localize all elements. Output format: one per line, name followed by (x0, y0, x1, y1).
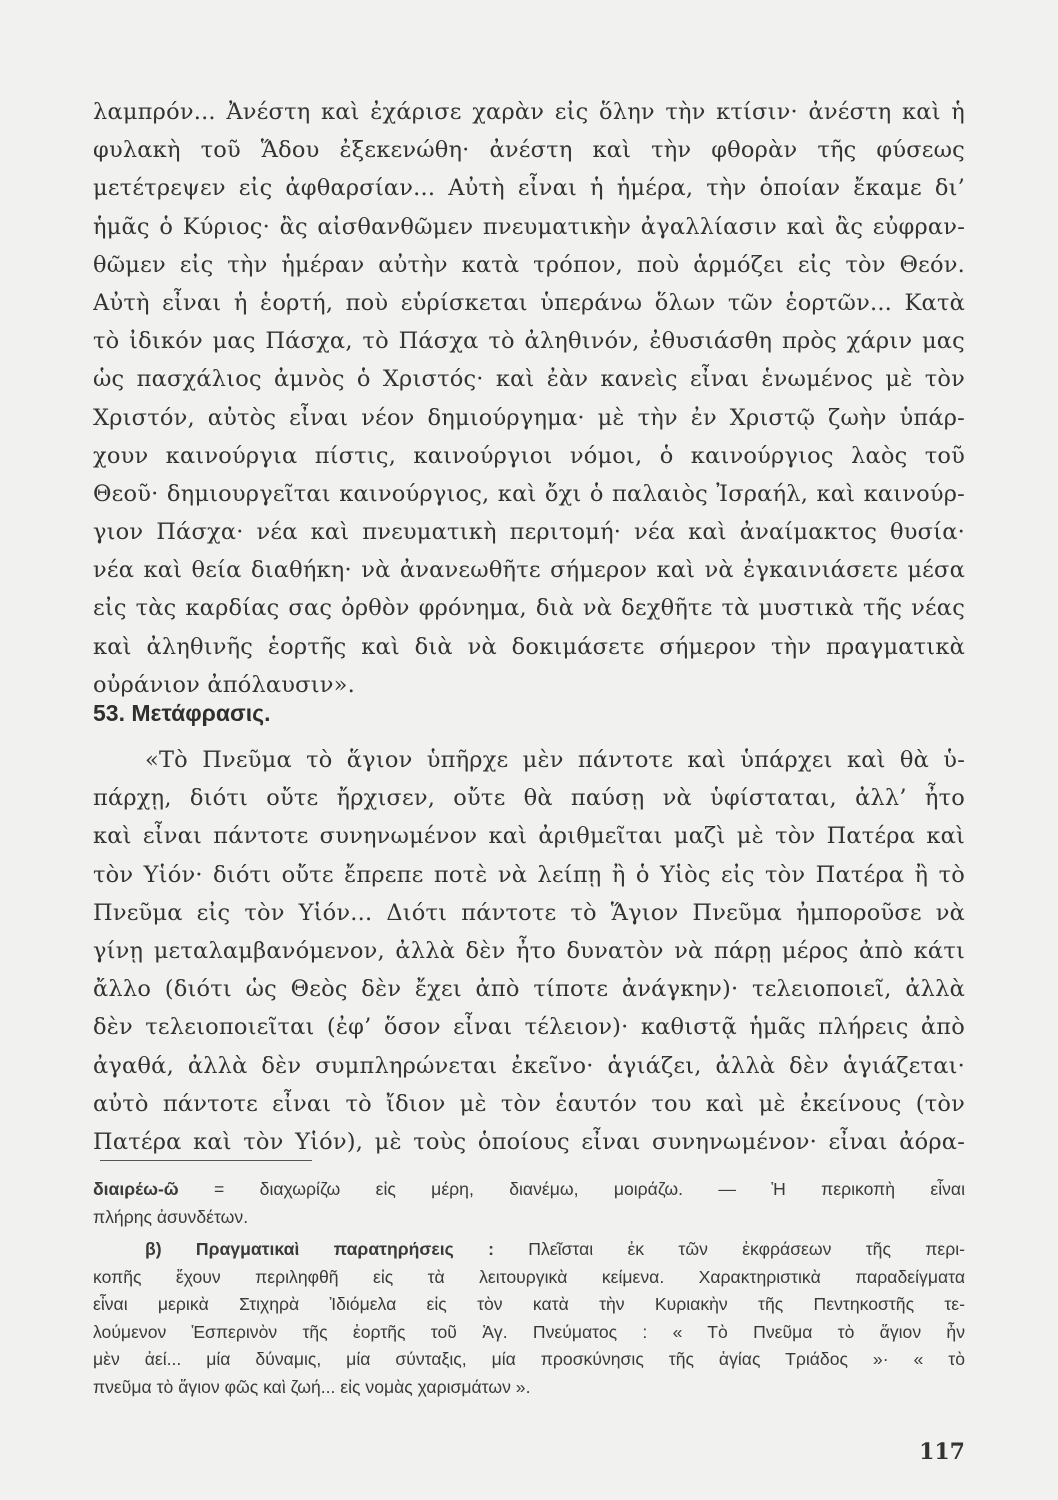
translation-text-block (93, 741, 965, 1161)
footnote-line: κοπῆς ἔχουν περιληφθῆ εἰς τὰ λειτουργικὰ κείμενα. Χαρακτηριστικὰ παραδείγματα (93, 1266, 965, 1287)
text-line: ἡμᾶς ὁ Κύριος· ἂς αἰσθανθῶμεν πνευματικὴν ἀγαλλίασιν καὶ ἂς εὐφραν- (93, 213, 965, 240)
footnote-line: πλήρης ἀσυνδέτων. (93, 1206, 249, 1227)
page-number: 117 (919, 1439, 965, 1465)
text-line: καὶ ἀληθινῆς ἑορτῆς καὶ διὰ νὰ δοκιμάσετε σήμερον τὴν πραγματικὰ (93, 633, 965, 660)
text-line: τὸ ἰδικόν μας Πάσχα, τὸ Πάσχα τὸ ἀληθινόν, ἐθυσιάσθη πρὸς χάριν μας (93, 328, 965, 355)
text-line: καὶ εἶναι πάντοτε συνηνωμένον καὶ ἀριθμεῖται μαζὶ μὲ τὸν Πατέρα καὶ (93, 823, 965, 850)
text-line: πάρχῃ, διότι οὔτε ἤρχισεν, οὔτε θὰ παύσῃ νὰ ὑφίσταται, ἀλλ’ ἦτο (93, 785, 965, 812)
text-line: οὐράνιον ἀπόλαυσιν». (93, 671, 355, 698)
text-line: τὸν Υἱόν· διότι οὔτε ἔπρεπε ποτὲ νὰ λείπῃ ἢ ὁ Υἱὸς εἰς τὸν Πατέρα ἢ τὸ (93, 861, 965, 888)
footnote-line (93, 1176, 965, 1204)
footnote-line: πνεῦμα τὸ ἅγιον φῶς καὶ ζωή... εἰς νομὰς χαρισμάτων ». (93, 1376, 531, 1397)
text-line: Χριστόν, αὐτὸς εἶναι νέον δημιούργημα· μὲ τὴν ἐν Χριστῷ ζωὴν ὑπάρ- (93, 404, 965, 431)
footnote-text: = διαχωρίζω εἰς μέρη, διανέμω, μοιράζω. — Ἡ περικοπὴ εἶναι (214, 1179, 965, 1199)
text-line: χουν καινούργια πίστις, καινούργιοι νόμοι, ὁ καινούργιος λαὸς τοῦ (93, 442, 965, 469)
text-line: γίνῃ μεταλαμβανόμενον, ἀλλὰ δὲν ἦτο δυνατὸν νὰ πάρῃ μέρος ἀπὸ κάτι (93, 937, 965, 964)
text-line: δὲν τελειοποιεῖται (ἐφ’ ὅσον εἶναι τέλειον)· καθιστᾷ ἡμᾶς πλήρεις ἀπὸ (93, 1014, 965, 1041)
text-line: Θεοῦ· δημιουργεῖται καινούργιος, καὶ ὄχι ὁ παλαιὸς Ἰσραήλ, καὶ καινούρ- (93, 480, 965, 507)
text-line: αὐτὸ πάντοτε εἶναι τὸ ἴδιον μὲ τὸν ἑαυτόν του καὶ μὲ ἐκείνους (τὸν (93, 1090, 965, 1117)
text-line: γιον Πάσχα· νέα καὶ πνευματικὴ περιτομή· νέα καὶ ἀναίμακτος θυσία· (93, 519, 965, 546)
text-line: ἄλλο (διότι ὡς Θεὸς δὲν ἔχει ἀπὸ τίποτε ἀνάγκην)· τελειοποιεῖ, ἀλλὰ (93, 976, 965, 1003)
footnote-line: λούμενον Ἑσπερινὸν τῆς ἑορτῆς τοῦ Ἁγ. Πνεύματος : « Τὸ Πνεῦμα τὸ ἅγιον ἦν (93, 1321, 965, 1342)
text-line: «Τὸ Πνεῦμα τὸ ἅγιον ὑπῆρχε μὲν πάντοτε καὶ ὑπάρχει καὶ θὰ ὑ- (145, 747, 965, 773)
text-line: μετέτρεψεν εἰς ἀφθαρσίαν... Αὐτὴ εἶναι ἡ ἡμέρα, τὴν ὁποίαν ἔκαμε δι’ (93, 175, 965, 202)
footnote-label: β) Πραγματικαὶ παρατηρήσεις : (145, 1239, 494, 1259)
text-line: Αὐτὴ εἶναι ἡ ἑορτή, ποὺ εὑρίσκεται ὑπεράνω ὅλων τῶν ἑορτῶν... Κατὰ (93, 289, 965, 316)
text-line: ἀγαθά, ἀλλὰ δὲν συμπληρώνεται ἐκεῖνο· ἁγιάζει, ἀλλὰ δὲν ἁγιάζεται· (93, 1052, 965, 1079)
main-text-block (93, 93, 965, 704)
text-line: Πνεῦμα εἰς τὸν Υἱόν... Διότι πάντοτε τὸ Ἅγιον Πνεῦμα ἠμποροῦσε νὰ (93, 899, 965, 926)
footnote-line (93, 1236, 965, 1264)
text-line: νέα καὶ θεία διαθήκη· νὰ ἀνανεωθῆτε σήμερον καὶ νὰ ἐγκαινιάσετε μέσα (93, 557, 965, 584)
footnote-term: διαιρέω-ῶ (93, 1179, 179, 1199)
footnote-text: Πλεῖσται ἐκ τῶν ἐκφράσεων τῆς περι- (528, 1239, 965, 1259)
text-line: Πατέρα καὶ τὸν Υἱόν), μὲ τοὺς ὁποίους εἶναι συνηνωμένον· εἶναι ἀόρα- (93, 1128, 965, 1155)
section-heading: 53. Μετάφρασις. (93, 700, 271, 726)
footnote-line: εἶναι μερικὰ Στιχηρὰ Ἰδιόμελα εἰς τὸν κατὰ τὴν Κυριακὴν τῆς Πεντηκοστῆς τε- (93, 1294, 965, 1315)
footnote-a (93, 1176, 965, 1231)
text-line: φυλακὴ τοῦ Ἅδου ἐξεκενώθη· ἀνέστη καὶ τὴν φθορὰν τῆς φύσεως (93, 137, 965, 164)
footnote-line: μὲν ἀεί... μία δύναμις, μία σύνταξις, μία προσκύνησις τῆς ἁγίας Τριάδος »· « τὸ (93, 1349, 965, 1370)
text-line: ὡς πασχάλιος ἀμνὸς ὁ Χριστός· καὶ ἐὰν κανεὶς εἶναι ἑνωμένος μὲ τὸν (93, 366, 965, 393)
footnote-b (93, 1236, 965, 1402)
text-line: λαμπρόν... Ἀνέστη καὶ ἐχάρισε χαρὰν εἰς ὅλην τὴν κτίσιν· ἀνέστη καὶ ἡ (93, 99, 965, 125)
text-line: εἰς τὰς καρδίας σας ὀρθὸν φρόνημα, διὰ νὰ δεχθῆτε τὰ μυστικὰ τῆς νέας (93, 595, 965, 622)
text-line: θῶμεν εἰς τὴν ἡμέραν αὐτὴν κατὰ τρόπον, ποὺ ἁρμόζει εἰς τὸν Θεόν. (93, 251, 965, 278)
footnote-divider (100, 1160, 312, 1161)
